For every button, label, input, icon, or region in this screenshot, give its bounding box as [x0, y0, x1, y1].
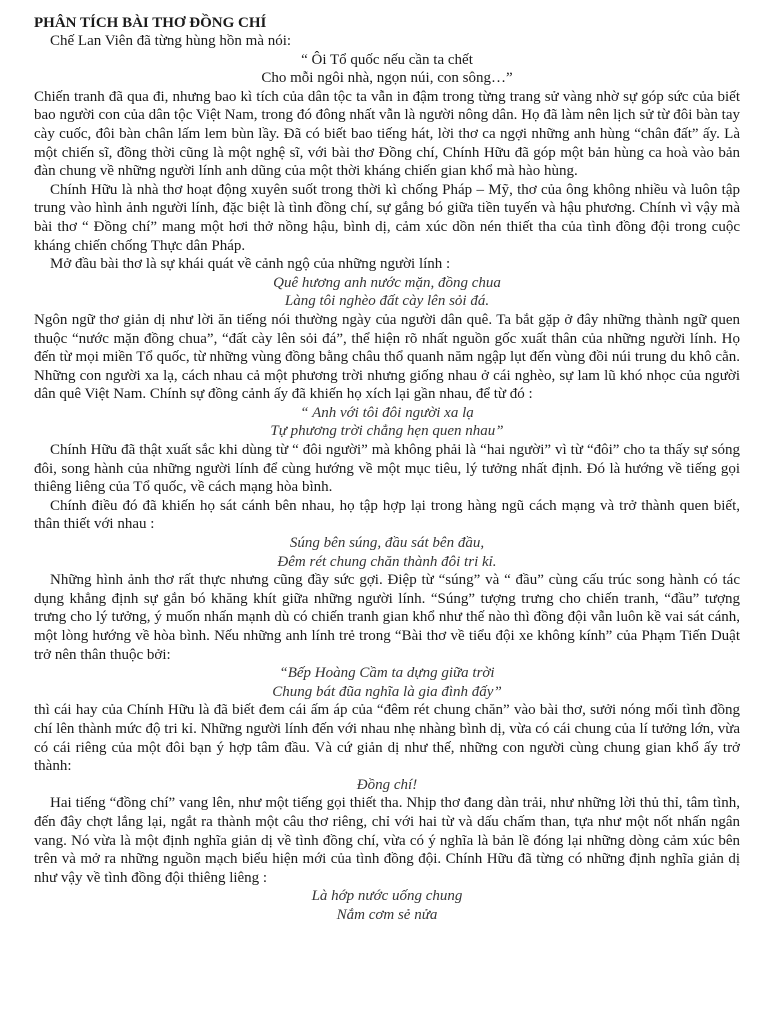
- verse-line: “Bếp Hoàng Cầm ta dựng giữa trời: [279, 665, 495, 682]
- poem-quote-6: [34, 776, 740, 795]
- paragraph-8: thì cái hay của Chính Hữu là đã biết đem cái ấm áp của “đêm rét chung chăn” vào bài thơ, sưởi nóng mối tình đồng chí lên thành mức độ tri kỉ. Những người lính đến với nhau nhẹ nhàng bình dị, vừa có cái chung của lí tưởng lớn, vừa có cái riêng của một đôi bạn ý hợp tâm đầu. Và cứ giản dị như thế, những con người cùng chung gian khổ ấy trở thành:: [34, 702, 740, 775]
- verse-line: Súng bên súng, đầu sát bên đầu,: [289, 535, 485, 552]
- verse-line: Làng tôi nghèo đất cày lên sỏi đá.: [284, 293, 490, 310]
- verse-line: Cho mỗi ngôi nhà, ngọn núi, con sông…”: [261, 70, 513, 87]
- paragraph-9: Hai tiếng “đồng chí” vang lên, như một tiếng gọi thiết tha. Nhịp thơ đang dàn trải, như những lời thủ thỉ, tâm tình, đến đây chợt lắng lại, ngắt ra thành một câu thơ riêng, chỉ với hai từ và dấu chấm than, tựa như một nốt nhấn ngân vang. Nó vừa là một định nghĩa giản dị về tình đồng chí, vừa có ý nghĩa là bản lề đóng lại những dòng cảm xúc bên trên và mở ra những nguồn mạch biểu hiện mới của tình đồng đội. Chính Hữu đã từng có những định nghĩa giản dị như vậy về tình đồng đội thiêng liêng :: [34, 795, 740, 886]
- paragraph-3: Mở đầu bài thơ là sự khái quát về cảnh ngộ của những người lính :: [50, 256, 451, 273]
- poem-quote-3: [34, 404, 740, 441]
- verse-line: Quê hương anh nước mặn, đồng chua: [273, 274, 501, 291]
- poem-quote-7: [34, 887, 740, 924]
- paragraph-1: Chiến tranh đã qua đi, nhưng bao kì tích của dân tộc ta vẫn in đậm trong từng trang sử vàng nhờ sự góp sức của biết bao người con của dân tộc Việt Nam, trong đó đông nhất vẫn là người nông dân. Họ đã làm nên lịch sử từ đôi bàn tay cày cuốc, đôi bàn chân lấm lem bùn lầy. Đã có biết bao tiếng hát, lời thơ ca ngợi những anh hùng “chân đất” ấy. Là một chiến sĩ, đồng thời cũng là một nghệ sĩ, với bài thơ Đồng chí, Chính Hữu đã góp một bản hùng ca hoà vào bản đàn chung về những người lính anh dũng của một thời kháng chiến gian khổ mà hào hùng.: [34, 88, 740, 180]
- verse-line: Đêm rét chung chăn thành đôi tri kỉ.: [277, 553, 497, 570]
- verse-line: Tự phương trời chẳng hẹn quen nhau”: [270, 423, 504, 440]
- poem-quote-5: [34, 664, 740, 701]
- poem-quote-4: [34, 534, 740, 571]
- poem-quote-1: [34, 51, 740, 88]
- verse-line: Đồng chí!: [356, 776, 418, 793]
- verse-line: Nắm cơm sẻ nửa: [336, 906, 438, 923]
- verse-line: Chung bát đũa nghĩa là gia đình đấy”: [272, 683, 502, 700]
- verse-line: Là hớp nước uống chung: [311, 888, 463, 905]
- paragraph-5: Chính Hữu đã thật xuất sắc khi dùng từ “ đôi người” mà không phải là “hai người” vì từ “đôi” cho ta thấy sự sóng đôi, song hành của những người lính để cùng hướng về một mục tiêu, lý tưởng nhất định. Đó là hướng về tiếng gọi thiêng liêng của Tổ quốc, về cách mạng hòa bình.: [34, 442, 740, 496]
- verse-line: “ Ôi Tổ quốc nếu cần ta chết: [301, 51, 473, 68]
- poem-quote-2: [34, 274, 740, 311]
- paragraph-6: Chính điều đó đã khiến họ sát cánh bên nhau, họ tập hợp lại trong hàng ngũ cách mạng và trở thành quen biết, thân thiết với nhau :: [34, 497, 740, 533]
- paragraph-7: Những hình ảnh thơ rất thực nhưng cũng đầy sức gợi. Điệp từ “súng” và “ đầu” cùng cấu trúc song hành có tác dụng khẳng định sự gắn bó khăng khít giữa những người lính. “Súng” tượng trưng cho chiến tranh, “đầu” tượng trưng cho lý tưởng, ý muốn nhấn mạnh dù có chiến tranh gian khổ như thế nào thì đồng đội vẫn luôn kề vai sát cánh, một lòng hướng về hòa bình. Nếu những anh lính trẻ trong “Bài thơ về tiểu đội xe không kính” của Phạm Tiến Duật trở nên thân thuộc bởi:: [34, 572, 740, 663]
- intro-paragraph: Chế Lan Viên đã từng hùng hồn mà nói:: [50, 33, 292, 49]
- verse-line: “ Anh với tôi đôi người xa lạ: [300, 404, 474, 421]
- document-title: PHÂN TÍCH BÀI THƠ ĐỒNG CHÍ: [34, 15, 267, 31]
- paragraph-2: Chính Hữu là nhà thơ hoạt động xuyên suốt trong thời kì chống Pháp – Mỹ, thơ của ông không nhiều và luôn tập trung vào hình ảnh người lính, đặc biệt là tình đồng chí, sự gắng bó giữa tiền tuyến và hậu phương. Chính vì vậy mà bài thơ “ Đồng chí” mang một hơi thở nồng hậu, bình dị, cảm xúc dồn nén thiết tha của tình đồng đội trong cuộc kháng chiến chống Thực dân Pháp.: [34, 181, 740, 254]
- paragraph-4: Ngôn ngữ thơ giản dị như lời ăn tiếng nói thường ngày của người dân quê. Ta bắt gặp ở đây những thành ngữ quen thuộc “nước mặn đồng chua”, “đất cày lên sỏi đá”, thể hiện rõ nhất nguồn gốc xuất thân của những người lính. Họ đến từ mọi miền Tổ quốc, từ những vùng đồng bằng châu thổ quanh năm ngập lụt đến vùng đồi núi trung du khô cằn. Những con người xa lạ, cách nhau cả một phương trời nhưng giống nhau ở cái nghèo, sự lam lũ khó nhọc của người dân quê Việt Nam. Chính sự đồng cảnh ấy đã khiến họ xích lại gần nhau, để từ đó :: [34, 311, 740, 403]
